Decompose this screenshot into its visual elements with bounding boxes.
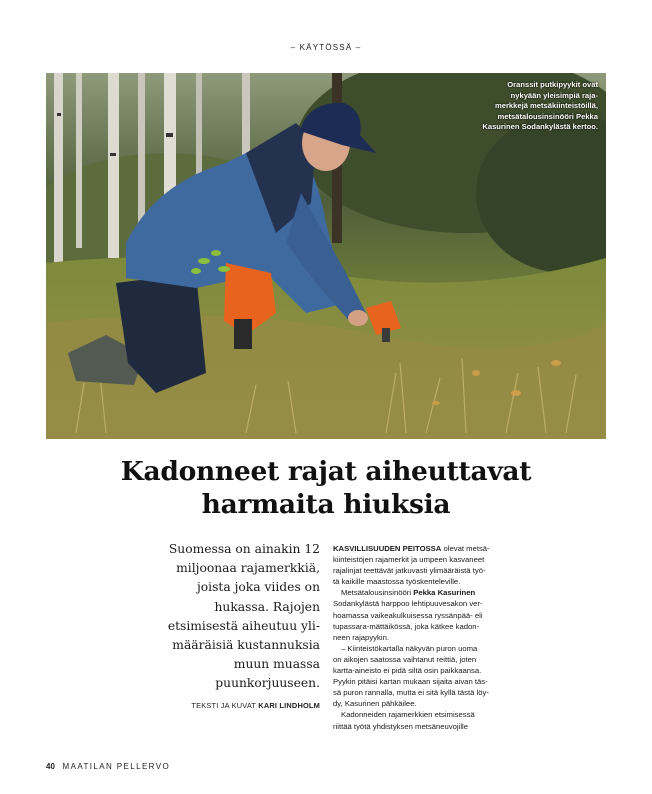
paragraph-line: – Kiinteistökartalla näkyvän puron uoma <box>341 643 478 653</box>
photo-caption: Oranssit putkipyykit ovat nykyään yleisimpiä raja- merkkejä metsäkiinteistöillä, metsätalousinsinööri Pekka Kasurinen Sodankylästä kertoo. <box>482 80 598 132</box>
paragraph-line: tupassara-mättäikössä, joka kätkee kadon- <box>333 621 480 631</box>
article-headline: Kadonneet rajat aiheuttavat harmaita hiuksia <box>120 456 532 520</box>
paragraph-line: Kadonneiden rajamerkkien etsimisessä <box>341 710 475 720</box>
paragraph-line: dy, Kasurinen pähkäilee. <box>333 699 417 709</box>
author-name: KARI LINDHOLM <box>258 701 320 710</box>
paragraph-line: KASVILLISUUDEN PEITOSSA olevat metsä- <box>333 544 490 553</box>
article-lead: Suomessa on ainakin 12 miljoonaa rajamerkkiä, joista joka viides on hukassa. Rajojen etsimisestä aiheutuu yli- määräisiä kustannuksia muun muassa puunkorjuuseen. <box>167 542 320 691</box>
paragraph-line: tä kaikille maastossa työskenteleville. <box>333 577 461 587</box>
magazine-name: MAATILAN PELLERVO <box>62 762 171 771</box>
byline: TEKSTI JA KUVAT KARI LINDHOLM <box>191 701 320 710</box>
article-photo <box>46 73 606 439</box>
paragraph-line: hoamassa vaikeakulkuisessa ryssänpää- eli <box>333 610 483 620</box>
section-label: – KÄYTÖSSÄ – <box>290 43 362 52</box>
paragraph-line: Sodankylästä harppoo lehtipuuvesakon ver- <box>333 599 483 609</box>
paragraph-line: Pyykin pitäisi kartan mukaan sijaita aivan täs- <box>333 677 488 687</box>
article-body <box>333 543 527 732</box>
paragraph-line: riittää työtä yhdistyksen metsäneuvojille <box>333 721 469 731</box>
paragraph-line: kartta-aineisto ei pidä siltä osin paikkaansa. <box>333 666 482 676</box>
paragraph-line: kiinteistöjen rajamerkit ja umpeen kasvaneet <box>333 555 485 565</box>
page-footer <box>46 762 170 771</box>
paragraph-line: neen rajapyykin. <box>333 632 389 642</box>
paragraph-line: rajalinjat teettävät jatkuvasti ylimääräistä työ- <box>333 566 486 576</box>
paragraph-line: sä puron rannalla, mutta ei sitä kyllä tästä löy- <box>333 688 489 698</box>
paragraph-line: Metsätalousinsinööri Pekka Kasurinen <box>341 588 476 598</box>
paragraph-line: on aikojen saatossa vaihtanut reittiä, joten <box>333 654 477 664</box>
page-number: 40 <box>46 762 55 771</box>
